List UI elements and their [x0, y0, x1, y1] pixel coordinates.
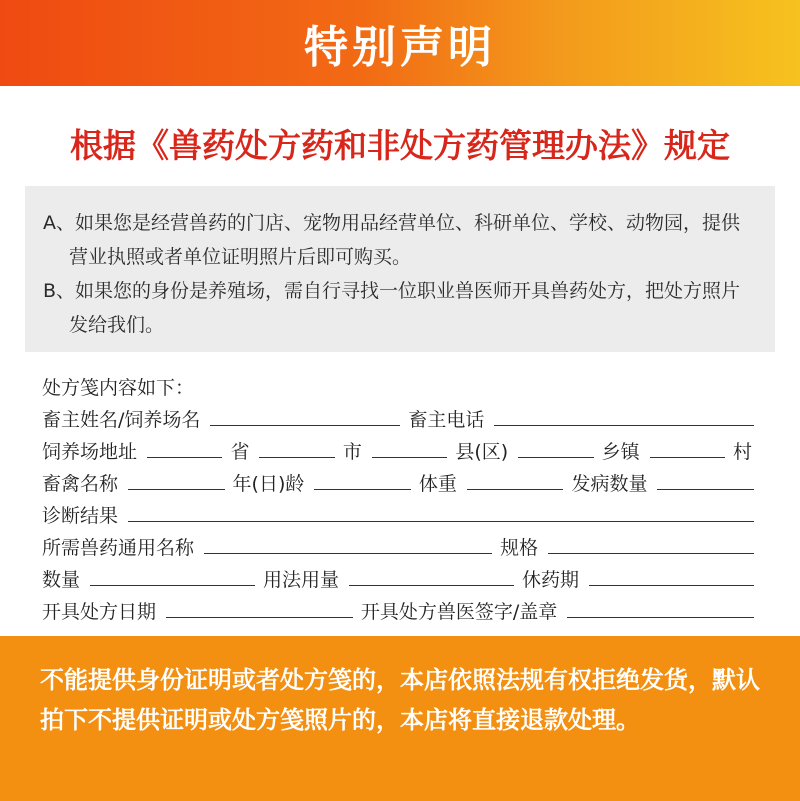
province-field[interactable]: [147, 436, 222, 458]
withdrawal-label: 休药期: [522, 569, 580, 591]
owner-name-label: 畜主姓名/饲养场名: [42, 409, 201, 431]
notice-item-b: B、如果您的身份是养殖场，需自行寻找一位职业兽医师开具兽药处方，把处方照片发给我们。: [43, 280, 741, 336]
form-row-drug: [42, 528, 758, 560]
date-label: 开具处方日期: [42, 601, 157, 623]
owner-phone-label: 畜主电话: [408, 409, 485, 431]
drug-name-label: 所需兽药通用名称: [42, 537, 195, 559]
age-label: 年(日)龄: [232, 473, 305, 495]
county-label: 县(区): [455, 441, 509, 463]
owner-name-field[interactable]: [210, 404, 400, 426]
owner-phone-field[interactable]: [494, 404, 754, 426]
sick-count-label: 发病数量: [571, 473, 648, 495]
farm-address-label: 饲养场地址: [42, 441, 138, 463]
province-label: 省: [230, 441, 250, 463]
notice-item-a: A、如果您是经营兽药的门店、宠物用品经营单位、科研单位、学校、动物园，提供营业执照或者单位证明照片后即可购买。: [43, 212, 740, 268]
township-field[interactable]: [518, 436, 593, 458]
dosage-label: 用法用量: [263, 569, 340, 591]
footer-text: 不能提供身份证明或者处方笺的，本店依照法规有权拒绝发货，默认拍下不提供证明或处方笺照片的，本店将直接退款处理。: [40, 666, 760, 734]
village-field[interactable]: [650, 436, 725, 458]
regulation-subtitle: 根据《兽药处方药和非处方药管理办法》规定: [70, 126, 730, 165]
animal-name-field[interactable]: [128, 468, 225, 490]
footer-warning: [0, 636, 800, 801]
notice-box: [25, 186, 775, 352]
weight-label: 体重: [418, 473, 457, 495]
vet-sign-label: 开具处方兽医签字/盖章: [360, 601, 558, 623]
animal-name-label: 畜禽名称: [42, 473, 119, 495]
city-label: 市: [342, 441, 362, 463]
village-label: 村: [733, 441, 753, 463]
withdrawal-field[interactable]: [589, 564, 754, 586]
sick-count-field[interactable]: [657, 468, 754, 490]
vet-sign-field[interactable]: [567, 596, 754, 618]
form-row-quantity: [42, 560, 758, 592]
form-row-address: [42, 432, 758, 464]
spec-label: 规格: [500, 537, 539, 559]
diagnosis-field[interactable]: [128, 500, 754, 522]
header-banner: [0, 0, 800, 86]
city-field[interactable]: [259, 436, 334, 458]
township-label: 乡镇: [601, 441, 640, 463]
dosage-field[interactable]: [349, 564, 514, 586]
form-row-date: [42, 592, 758, 624]
county-field[interactable]: [372, 436, 447, 458]
form-heading-row: [42, 370, 758, 400]
form-heading: 处方笺内容如下：: [42, 377, 195, 399]
quantity-field[interactable]: [90, 564, 255, 586]
drug-name-field[interactable]: [204, 532, 492, 554]
spec-field[interactable]: [548, 532, 754, 554]
prescription-form: [42, 370, 758, 624]
form-row-owner: [42, 400, 758, 432]
weight-field[interactable]: [467, 468, 564, 490]
page-title: 特别声明: [304, 22, 496, 73]
form-row-diagnosis: [42, 496, 758, 528]
diagnosis-label: 诊断结果: [42, 505, 119, 527]
date-field[interactable]: [166, 596, 353, 618]
age-field[interactable]: [314, 468, 411, 490]
form-row-animal: [42, 464, 758, 496]
quantity-label: 数量: [42, 569, 81, 591]
